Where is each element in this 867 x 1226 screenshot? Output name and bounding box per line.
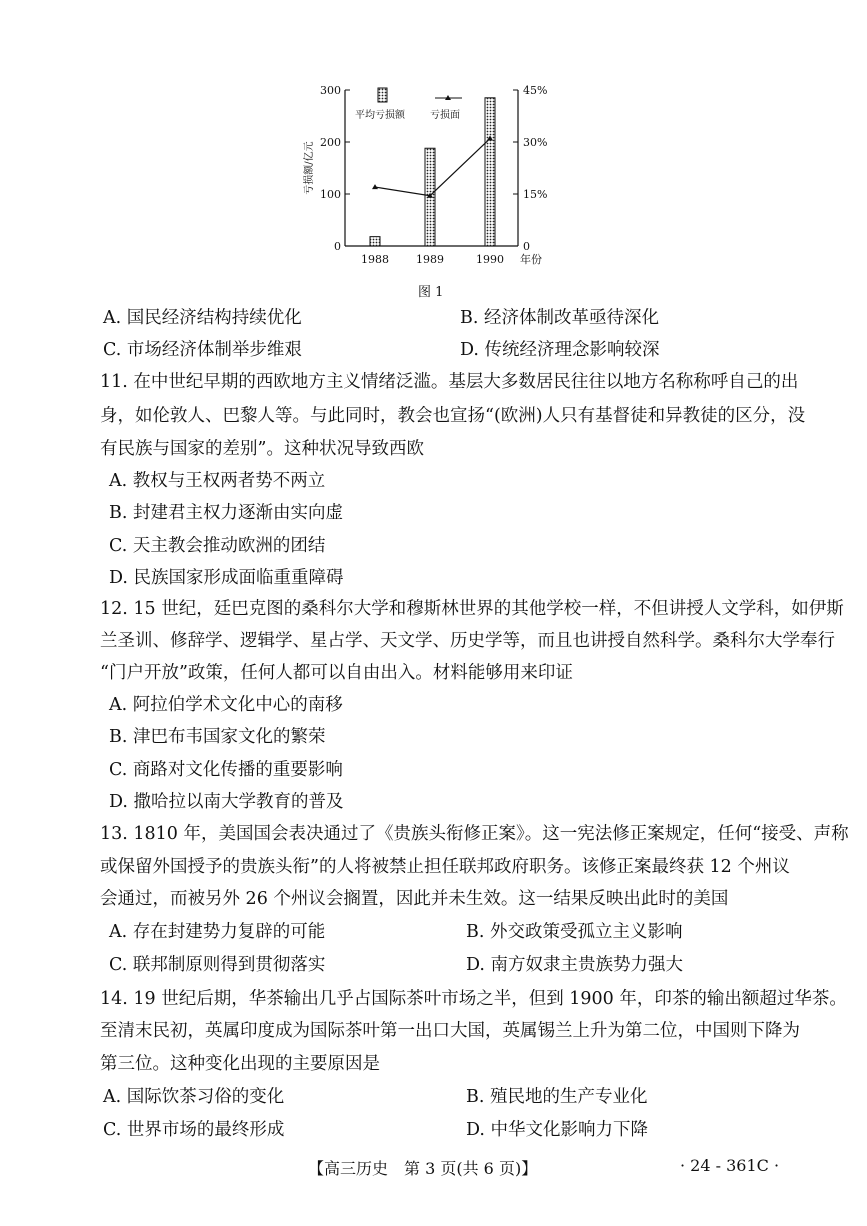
right-tick-label: 15% — [523, 188, 548, 201]
q12-stem-line-1: 12. 15 世纪，廷巴克图的桑科尔大学和穆斯林世界的其他学校一样，不但讲授人文学科，如伊斯 — [100, 599, 844, 619]
page-footer: 【高三历史 第 3 页(共 6 页)】 — [308, 1159, 538, 1178]
figure-caption: 图 1 — [418, 285, 444, 300]
q11-option-d: D. 民族国家形成面临重重障碍 — [109, 568, 344, 588]
q14-stem-line-3: 第三位。这种变化出现的主要原因是 — [100, 1054, 380, 1074]
q10-option-b: B. 经济体制改革亟待深化 — [460, 308, 659, 328]
q11-option-a: A. 教权与王权两者势不两立 — [109, 471, 326, 491]
q11-stem-line-3: 有民族与国家的差别”。这种状况导致西欧 — [100, 439, 424, 459]
x-tick-label: 1989 — [416, 253, 444, 266]
figure-1-chart — [300, 76, 570, 276]
x-tick-label: 1988 — [361, 253, 389, 266]
q13-stem-line-3: 会通过，而被另外 26 个州议会搁置，因此并未生效。这一结果反映出此时的美国 — [100, 889, 729, 909]
bar-1990 — [485, 98, 495, 246]
q11-stem-line-2: 身，如伦敦人、巴黎人等。与此同时，教会也宣扬“(欧洲)人只有基督徒和异教徒的区分，没 — [100, 406, 806, 426]
q12-option-b: B. 津巴布韦国家文化的繁荣 — [109, 727, 326, 747]
left-tick-label: 300 — [320, 84, 341, 97]
q13-stem-line-1: 13. 1810 年，美国国会表决通过了《贵族头衔修正案》。这一宪法修正案规定，任何“接受、声称 — [100, 824, 849, 844]
q14-option-a: A. 国际饮茶习俗的变化 — [103, 1087, 285, 1107]
q10-option-c: C. 市场经济体制举步维艰 — [103, 340, 302, 360]
y-axis-label: 亏损额/亿元 — [304, 141, 315, 195]
q13-option-d: D. 南方奴隶主贵族势力强大 — [466, 955, 684, 975]
q13-option-b: B. 外交政策受孤立主义影响 — [466, 922, 683, 942]
x-tick-label: 1990 — [476, 253, 504, 266]
bar-1988 — [370, 237, 380, 246]
line-point-1988 — [372, 184, 378, 189]
right-tick-label: 0 — [523, 240, 530, 253]
x-axis-unit: 年份 — [520, 253, 542, 266]
q14-stem-line-1: 14. 19 世纪后期，华茶输出几乎占国际茶叶市场之半，但到 1900 年，印茶的输出额超过华茶。 — [100, 989, 847, 1009]
left-tick-label: 0 — [334, 240, 341, 253]
q12-option-a: A. 阿拉伯学术文化中心的南移 — [109, 695, 343, 715]
right-tick-label: 45% — [523, 84, 548, 97]
q11-option-c: C. 天主教会推动欧洲的团结 — [109, 536, 326, 556]
right-tick-label: 30% — [523, 136, 548, 149]
exam-code: · 24 - 361C · — [680, 1156, 780, 1175]
q13-option-c: C. 联邦制原则得到贯彻落实 — [109, 955, 326, 975]
q14-option-b: B. 殖民地的生产专业化 — [466, 1087, 648, 1107]
q10-option-d: D. 传统经济理念影响较深 — [460, 340, 660, 360]
q13-stem-line-2: 或保留外国授予的贵族头衔”的人将被禁止担任联邦政府职务。该修正案最终获 12 个州议 — [100, 857, 790, 877]
legend-line-label: 亏损面 — [430, 110, 460, 121]
q14-option-d: D. 中华文化影响力下降 — [466, 1120, 649, 1140]
q11-stem-line-1: 11. 在中世纪早期的西欧地方主义情绪泛滥。基层大多数居民往往以地方名称称呼自己的出 — [100, 372, 799, 392]
q12-option-d: D. 撒哈拉以南大学教育的普及 — [109, 792, 344, 812]
left-tick-label: 100 — [320, 188, 341, 201]
legend-bar-label: 平均亏损额 — [355, 110, 405, 121]
q11-option-b: B. 封建君主权力逐渐由实向虚 — [109, 503, 343, 523]
q12-stem-line-3: “门户开放”政策，任何人都可以自由出入。材料能够用来印证 — [100, 663, 573, 683]
q14-stem-line-2: 至清末民初，英属印度成为国际茶叶第一出口大国，英属锡兰上升为第二位，中国则下降为 — [100, 1021, 800, 1041]
q10-option-a: A. 国民经济结构持续优化 — [103, 308, 302, 328]
q14-option-c: C. 世界市场的最终形成 — [103, 1120, 285, 1140]
q13-option-a: A. 存在封建势力复辟的可能 — [109, 922, 326, 942]
q12-option-c: C. 商路对文化传播的重要影响 — [109, 760, 343, 780]
left-tick-label: 200 — [320, 136, 341, 149]
q12-stem-line-2: 兰圣训、修辞学、逻辑学、星占学、天文学、历史学等，而且也讲授自然科学。桑科尔大学奉行 — [100, 631, 835, 651]
legend-bar-swatch — [378, 88, 387, 102]
